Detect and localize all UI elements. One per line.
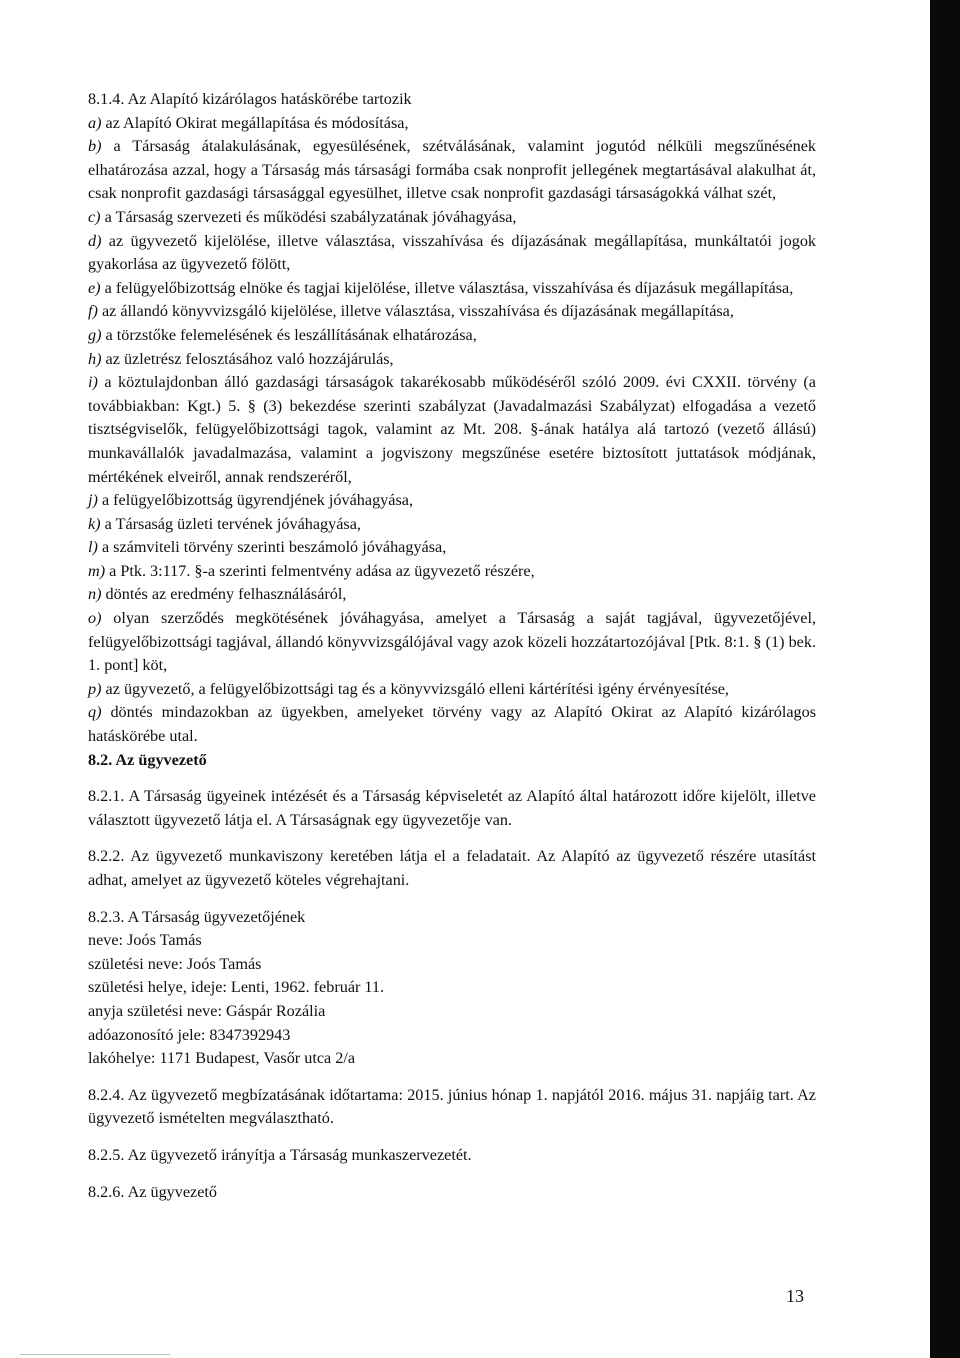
item-text: olyan szerződés megkötésének jóváhagyása, amelyet a Társaság a saját tagjával, ügyvezetőjével, felügyelőbizottsági tagjával, állandó könyvvizsgálójával vagy azok közeli hozzátartozójával [Ptk. 8:1. § (1) bek. 1. pont] köt, bbox=[88, 609, 816, 675]
item-marker: c) bbox=[88, 207, 101, 226]
item-text: a Társaság átalakulásának, egyesülésének, szétválásának, valamint jogutód nélküli megszűnésének elhatározása azzal, hogy a Társaság más társasági formába csak nonprofit jellegének megtartásával alakulhat át, csak nonprofit gazdasági társasággal egyesülhet, illetve csak nonprofit gazdasági társaságokká válhat szét, bbox=[88, 137, 817, 203]
manager-birth-place-date: születési helye, ideje: Lenti, 1962. február 11. bbox=[88, 978, 385, 997]
clause-8-2-2: 8.2.2. Az ügyvezető munkaviszony keretében látja el a feladatait. Az Alapító az ügyvezető részére utasítást adhat, amelyet az ügyvezető köteles végrehajtani. bbox=[88, 847, 816, 889]
item-marker: o) bbox=[88, 609, 102, 628]
item-marker: b) bbox=[88, 137, 102, 156]
item-marker: a) bbox=[88, 113, 102, 132]
item-text: a Társaság szervezeti és működési szabályzatának jóváhagyása, bbox=[104, 207, 517, 226]
list-item-e bbox=[88, 277, 816, 301]
manager-birth-name: születési neve: Joós Tamás bbox=[88, 954, 262, 973]
list-item-b bbox=[88, 135, 816, 206]
clause-8-2-6: 8.2.6. Az ügyvezető bbox=[88, 1182, 218, 1201]
item-text: a felügyelőbizottság elnöke és tagjai kijelölése, illetve választása, visszahívása és díjazásuk megállapítása, bbox=[104, 278, 794, 297]
list-item-q bbox=[88, 701, 816, 748]
clause-8-2-5: 8.2.5. Az ügyvezető irányítja a Társaság munkaszervezetét. bbox=[88, 1145, 472, 1164]
item-text: döntés mindazokban az ügyekben, amelyeket törvény vagy az Alapító Okirat az Alapító kizárólagos hatáskörébe utal. bbox=[88, 703, 817, 746]
item-text: a köztulajdonban álló gazdasági társaságok takarékosabb működéséről szóló 2009. évi CXXII. törvény (a továbbiakban: Kgt.) 5. § (3) bekezdése szerinti szabályzat (Javadalmazási Szabályzat) elfogadása a vezető tisztségviselők, felügyelőbizottsági tagok, valamint az Mt. 208. §-ának hatálya alá tartozó (vezető állású) munkavállalók javadalmazása, valamint a jogviszony megszűnése esetére biztosított juttatások módjának, mértékének elveiről, annak rendszeréről, bbox=[88, 373, 816, 486]
list-item-g bbox=[88, 324, 816, 348]
manager-name: neve: Joós Tamás bbox=[88, 931, 202, 950]
list-item-o bbox=[88, 607, 816, 678]
item-text: a felügyelőbizottság ügyrendjének jóváhagyása, bbox=[101, 491, 413, 510]
document-page bbox=[88, 88, 816, 1204]
item-text: a számviteli törvény szerinti beszámoló jóváhagyása, bbox=[101, 538, 447, 557]
item-marker: l) bbox=[88, 538, 98, 557]
item-marker: h) bbox=[88, 349, 102, 368]
item-marker: k) bbox=[88, 514, 101, 533]
item-marker: d) bbox=[88, 231, 102, 250]
item-text: döntés az eredmény felhasználásáról, bbox=[105, 585, 347, 604]
item-marker: q) bbox=[88, 703, 102, 722]
item-marker: f) bbox=[88, 302, 98, 321]
clause-8-2-3-intro: 8.2.3. A Társaság ügyvezetőjének bbox=[88, 907, 306, 926]
item-text: a Társaság üzleti tervének jóváhagyása, bbox=[104, 514, 361, 533]
item-text: az állandó könyvvizsgáló kijelölése, illetve választása, visszahívása és díjazásának megállapítása, bbox=[101, 302, 734, 321]
list-item-m bbox=[88, 560, 816, 584]
clause-8-2-3 bbox=[88, 906, 816, 1071]
item-marker: g) bbox=[88, 325, 102, 344]
item-text: az üzletrész felosztásához való hozzájárulás, bbox=[105, 349, 394, 368]
list-item-d bbox=[88, 230, 816, 277]
clause-8-1-4-intro: 8.1.4. Az Alapító kizárólagos hatáskörébe tartozik bbox=[88, 90, 412, 108]
manager-mother-name: anyja születési neve: Gáspár Rozália bbox=[88, 1001, 326, 1020]
page-number: 13 bbox=[786, 1286, 804, 1306]
item-text: a törzstőke felemelésének és leszállításának elhatározása, bbox=[105, 325, 477, 344]
list-item-c bbox=[88, 206, 816, 230]
clause-8-2-1: 8.2.1. A Társaság ügyeinek intézését és a Társaság képviseletét az Alapító által határozott időre kijelölt, illetve választott ügyvezető látja el. A Társaságnak egy ügyvezetője van. bbox=[88, 787, 816, 829]
manager-address: lakóhelye: 1171 Budapest, Vasőr utca 2/a bbox=[88, 1049, 356, 1068]
item-text: az ügyvezető, a felügyelőbizottsági tag és a könyvvizsgáló elleni kártérítési igény érvényesítése, bbox=[105, 679, 729, 698]
list-item-n bbox=[88, 583, 816, 607]
item-marker: n) bbox=[88, 585, 102, 604]
item-text: az ügyvezető kijelölése, illetve választása, visszahívása és díjazásának megállapítása, munkáltatói jogok gyakorlása az ügyvezető fölött, bbox=[88, 231, 817, 274]
manager-tax-id: adóazonosító jele: 8347392943 bbox=[88, 1025, 291, 1044]
list-item-h bbox=[88, 348, 816, 372]
list-item-a bbox=[88, 112, 816, 136]
item-marker: e) bbox=[88, 278, 101, 297]
item-marker: i) bbox=[88, 373, 98, 392]
item-text: az Alapító Okirat megállapítása és módosítása, bbox=[105, 113, 409, 132]
item-marker: p) bbox=[88, 679, 102, 698]
list-item-k bbox=[88, 513, 816, 537]
list-item-f bbox=[88, 300, 816, 324]
item-marker: j) bbox=[88, 491, 98, 510]
list-item-p bbox=[88, 678, 816, 702]
clause-8-2-4: 8.2.4. Az ügyvezető megbízatásának időtartama: 2015. június hónap 1. napjától 2016. május 31. napjáig tart. Az ügyvezető ismételten megválasztható. bbox=[88, 1085, 816, 1128]
item-marker: m) bbox=[88, 561, 106, 580]
scan-edge-bar bbox=[930, 0, 960, 1358]
item-text: a Ptk. 3:117. §-a szerinti felmentvény adása az ügyvezető részére, bbox=[109, 561, 535, 580]
section-heading-8-2: 8.2. Az ügyvezető bbox=[88, 750, 207, 769]
scan-artifact-line bbox=[20, 1354, 170, 1355]
list-item-j bbox=[88, 489, 816, 513]
list-item-i bbox=[88, 371, 816, 489]
list-item-l bbox=[88, 536, 816, 560]
